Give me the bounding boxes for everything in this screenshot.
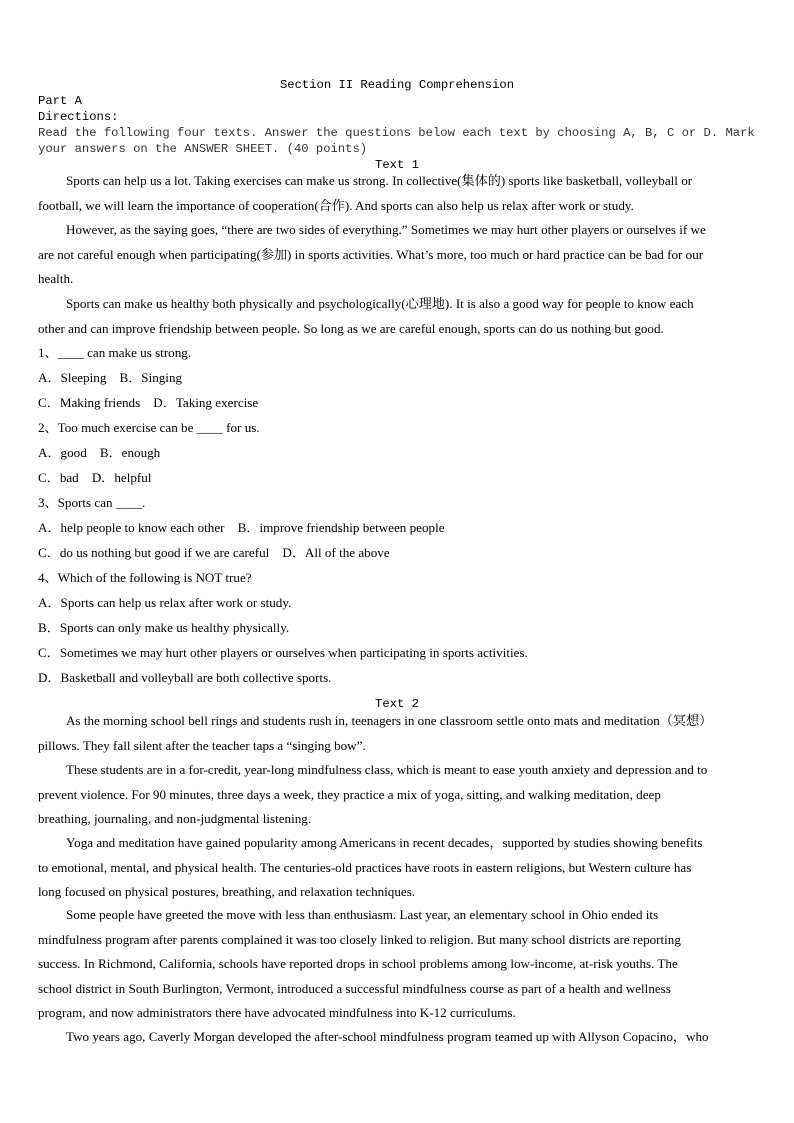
question-4-option-c: C．Sometimes we may hurt other players or ourselves when participating in sports activities. — [38, 645, 528, 660]
paragraph-line: Sports can make us healthy both physically and psychologically(心理地). It is also a good way for people to know each — [66, 296, 694, 311]
paragraph-line: Sports can help us a lot. Taking exercises can make us strong. In collective(集体的) sports like basketball, volleyball or — [66, 173, 693, 188]
paragraph-line: breathing, journaling, and non-judgmental listening. — [38, 811, 312, 827]
question-3-options-ab: A．help people to know each other B．improve friendship between people — [38, 520, 445, 535]
question-1: 1、____ can make us strong. — [38, 345, 192, 360]
question-4: 4、Which of the following is NOT true? — [38, 570, 252, 585]
paragraph-line: Yoga and meditation have gained popularity among Americans in recent decades，supported by studies showing benefits — [66, 835, 703, 850]
paragraph-line: success. In Richmond, California, schools have reported drops in school problems among low-income, at-risk youths. The — [38, 956, 678, 972]
directions-label: Directions: — [38, 110, 119, 124]
question-4-option-a: A．Sports can help us relax after work or study. — [38, 595, 292, 610]
paragraph-line: to emotional, mental, and physical health. The centuries-old practices have roots in eastern religions, but Western culture has — [38, 859, 692, 875]
text2-paragraph-3 — [38, 831, 754, 905]
text1-paragraph-3 — [38, 292, 754, 341]
paragraph-line: football, we will learn the importance of cooperation(合作). And sports can also help us relax after work or study. — [38, 197, 634, 213]
paragraph-line: As the morning school bell rings and students rush in, teenagers in one classroom settle onto mats and meditation（冥想） — [66, 713, 713, 728]
paragraph-line: are not careful enough when participating(参加) in sports activities. What’s more, too much or hard practice can be bad for our — [38, 246, 704, 262]
text2-paragraph-5 — [38, 1025, 754, 1050]
question-2-options-ab: A．good B．enough — [38, 445, 161, 460]
text1-title: Text 1 — [375, 158, 419, 172]
question-4-option-d: D．Basketball and volleyball are both collective sports. — [38, 670, 332, 685]
section-title: Section II Reading Comprehension — [279, 78, 515, 92]
paragraph-line: Two years ago, Caverly Morgan developed the after-school mindfulness program teamed up with Allyson Copacino，who — [66, 1029, 709, 1044]
question-4-option-b: B．Sports can only make us healthy physically. — [38, 620, 290, 635]
directions-line-2: your answers on the ANSWER SHEET. (40 points) — [38, 142, 368, 156]
paragraph-line: mindfulness program after parents complained it was too closely linked to religion. But many school districts are reporting — [38, 931, 681, 947]
paragraph-line: pillows. They fall silent after the teacher taps a “singing bow”. — [38, 737, 366, 753]
paragraph-line: However, as the saying goes, “there are two sides of everything.” Sometimes we may hurt other players or ourselves if we — [66, 222, 706, 237]
part-label: Part A — [38, 94, 82, 108]
question-3: 3、Sports can ____. — [38, 495, 146, 510]
text1-paragraph-2 — [38, 218, 754, 292]
question-1-options-cd: C．Making friends D．Taking exercise — [38, 395, 259, 410]
paragraph-line: program, and now administrators there have advocated mindfulness into K-12 curriculums. — [38, 1005, 516, 1021]
text2-title: Text 2 — [375, 697, 419, 711]
question-1-options-ab: A．Sleeping B．Singing — [38, 370, 183, 385]
paragraph-line: health. — [38, 271, 74, 287]
paragraph-line: other and can improve friendship between people. So long as we are careful enough, sports can do us nothing but good. — [38, 320, 664, 336]
text2-paragraph-1 — [38, 709, 754, 758]
paragraph-line: long focused on physical postures, breathing, and relaxation techniques. — [38, 884, 416, 900]
question-2-options-cd: C．bad D．helpful — [38, 470, 152, 485]
text2-paragraph-2 — [38, 758, 754, 832]
directions-line-1: Read the following four texts. Answer the questions below each text by choosing A, B, C or D. Mark — [38, 126, 755, 140]
paragraph-line: These students are in a for-credit, year-long mindfulness class, which is meant to ease youth anxiety and depression and to — [66, 762, 708, 777]
question-3-options-cd: C．do us nothing but good if we are careful D．All of the above — [38, 545, 390, 560]
paragraph-line: prevent violence. For 90 minutes, three days a week, they practice a mix of yoga, sitting, and walking meditation, deep — [38, 786, 661, 802]
paragraph-line: Some people have greeted the move with less than enthusiasm. Last year, an elementary school in Ohio ended its — [66, 907, 659, 922]
paragraph-line: school district in South Burlington, Vermont, introduced a successful mindfulness course as part of a health and wellness — [38, 980, 671, 996]
text2-paragraph-4 — [38, 903, 754, 1026]
question-2: 2、Too much exercise can be ____ for us. — [38, 420, 260, 435]
text1-paragraph-1 — [38, 169, 754, 218]
